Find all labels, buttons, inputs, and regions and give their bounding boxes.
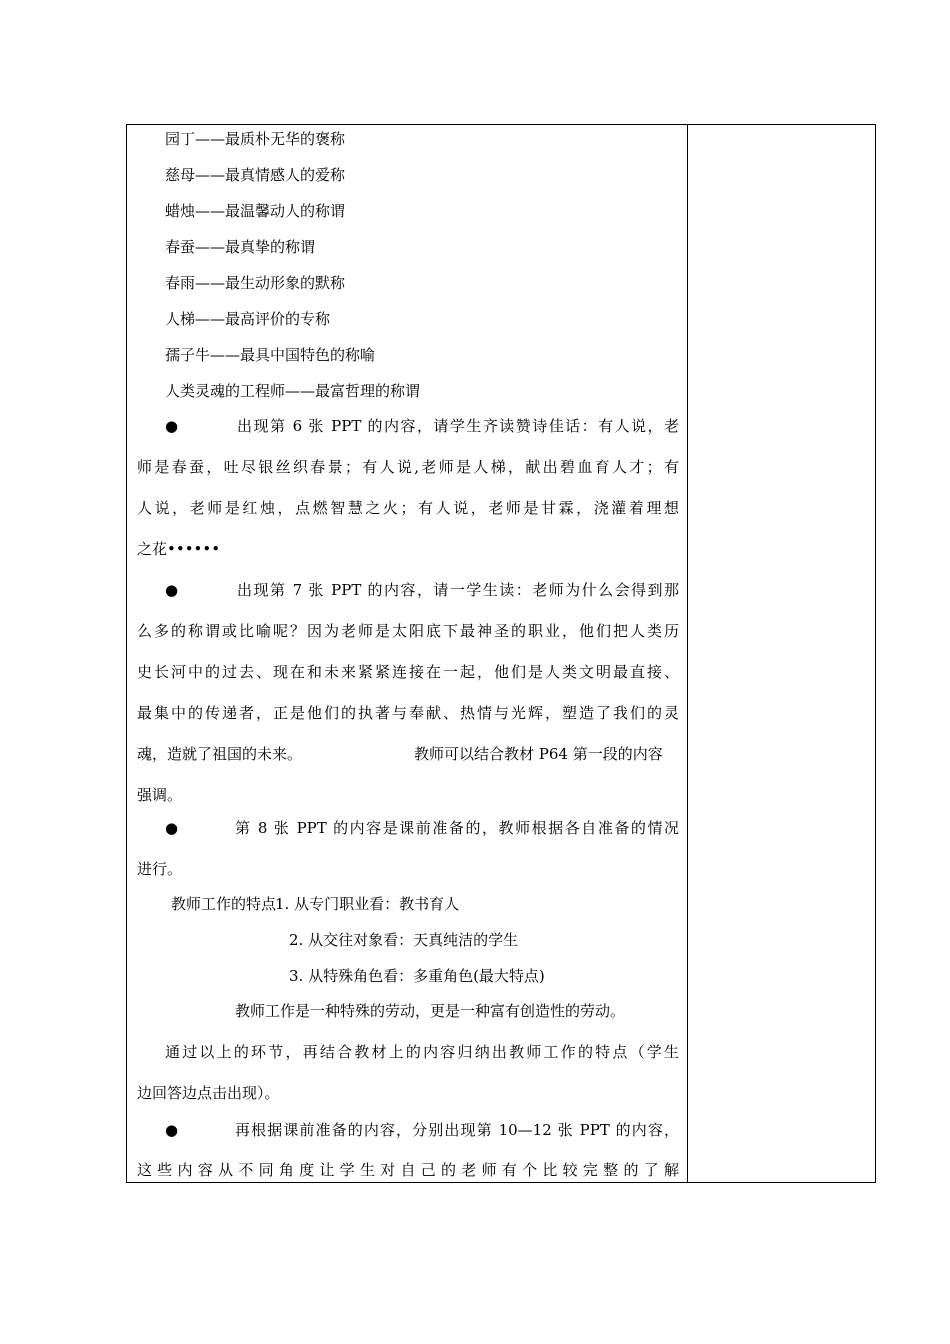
paragraph-line: 魂，造就了祖国的未来。 (137, 745, 303, 763)
metaphor-line: 慈母——最真情感人的爱称 (165, 166, 346, 184)
feature-item: 1. 从专门职业看：教书育人 (275, 895, 460, 913)
feature-item: 3. 从特殊角色看：多重角色(最大特点) (289, 967, 545, 985)
paragraph-line: 这些内容从不同角度让学生对自己的老师有个比较完整的了解 (137, 1161, 679, 1179)
paragraph-aside: 教师可以结合教材 P64 第一段的内容 (414, 745, 663, 763)
column-divider (687, 125, 688, 1182)
paragraph-line: 再根据课前准备的内容，分别出现第 10—12 张 PPT 的内容， (235, 1121, 679, 1139)
bullet-point: ● (165, 417, 179, 435)
metaphor-line: 蜡烛——最温馨动人的称谓 (165, 202, 346, 220)
paragraph-line: 通过以上的环节，再结合教材上的内容归纳出教师工作的特点（学生 (165, 1043, 679, 1061)
feature-item: 2. 从交往对象看：天真纯洁的学生 (289, 931, 519, 949)
paragraph-line: 第 8 张 PPT 的内容是课前准备的，教师根据各自准备的情况 (235, 819, 679, 837)
paragraph-line: 出现第 6 张 PPT 的内容，请学生齐读赞诗佳话：有人说，老 (237, 417, 679, 435)
paragraph-line: 边回答边点击出现）。 (137, 1084, 280, 1102)
bullet-point: ● (165, 1121, 179, 1139)
paragraph-line: 教师工作是一种特殊的劳动，更是一种富有创造性的劳动。 (235, 1002, 626, 1020)
metaphor-line: 人类灵魂的工程师——最富哲理的称谓 (165, 382, 421, 400)
metaphor-line: 园丁——最质朴无华的褒称 (165, 130, 346, 148)
paragraph-line: 师是春蚕，吐尽银丝织春景；有人说,老师是人梯，献出碧血育人才；有 (137, 458, 679, 476)
metaphor-line: 春蚕——最真挚的称谓 (165, 238, 316, 256)
paragraph-line: 进行。 (137, 860, 183, 878)
metaphor-line: 春雨——最生动形象的默称 (165, 274, 346, 292)
metaphor-line: 孺子牛——最具中国特色的称喻 (165, 346, 376, 364)
paragraph-line: 最集中的传递者，正是他们的执著与奉献、热情与光辉，塑造了我们的灵 (137, 704, 679, 722)
paragraph-line: 么多的称谓或比喻呢？因为老师是太阳底下最神圣的职业，他们把人类历 (137, 622, 679, 640)
bullet-point: ● (165, 819, 179, 837)
paragraph-line: 出现第 7 张 PPT 的内容，请一学生读：老师为什么会得到那 (237, 581, 679, 599)
bullet-point: ● (165, 581, 179, 599)
features-lead: 教师工作的特点 (171, 895, 277, 913)
paragraph-line: 人说，老师是红烛，点燃智慧之火；有人说，老师是甘霖，浇灌着理想 (137, 499, 679, 517)
paragraph-line: 史长河中的过去、现在和未来紧紧连接在一起，他们是人类文明最直接、 (137, 663, 679, 681)
metaphor-line: 人梯——最高评价的专称 (165, 310, 331, 328)
lesson-table (126, 124, 876, 1183)
paragraph-line: 之花•••••• (137, 540, 221, 558)
paragraph-line: 强调。 (137, 786, 183, 804)
content-cell (127, 125, 687, 1182)
